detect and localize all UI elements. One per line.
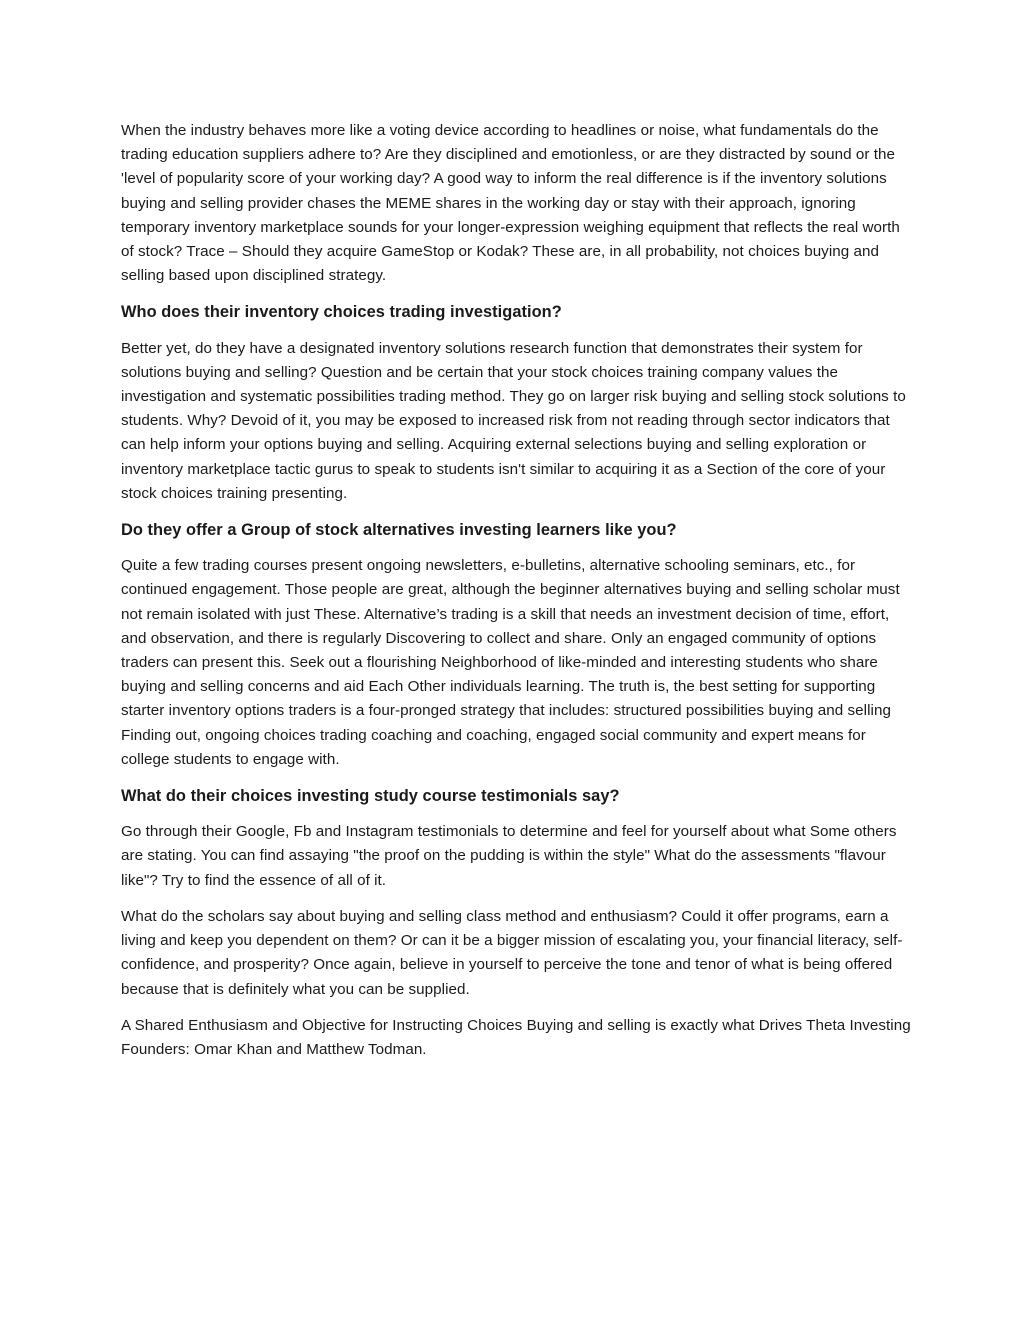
paragraph-research: Better yet, do they have a designated inventory solutions research function that demonstrates their system for solutions buying and selling? Question and be certain that your stock choices training company values the investigation and systematic possibilities trading method. They go on larger risk buying and selling stock solutions to students. Why? Devoid of it, you may be exposed to increased risk from not reading through sector indicators that can help inform your options buying and selling. Acquiring external selections buying and selling exploration or inventory marketplace tactic gurus to speak to students isn't similar to acquiring it as a Section of the core of your stock choices training presenting.: [121, 339, 906, 502]
paragraph-testimonials: Go through their Google, Fb and Instagram testimonials to determine and feel for yourself about what Some others are stating. You can find assaying "the proof on the pudding is within the style" What do the assessments "flavour like"? Try to find the essence of all of it.: [121, 823, 897, 889]
paragraph-founders: A Shared Enthusiasm and Objective for Instructing Choices Buying and selling is exactly what Drives Theta Investing Founders: Omar Khan and Matthew Todman.: [121, 1016, 911, 1058]
heading-testimonials: What do their choices investing study course testimonials say?: [121, 787, 620, 806]
paragraph-scholars: What do the scholars say about buying and selling class method and enthusiasm? Could it offer programs, earn a living and keep you dependent on them? Or can it be a bigger mission of escalating you, your financial literacy, self-confidence, and prosperity? Once again, believe in yourself to perceive the tone and tenor of what is being offered because that is definitely what you can be supplied.: [121, 907, 903, 998]
heading-research: Who does their inventory choices trading investigation?: [121, 303, 562, 322]
heading-community: Do they offer a Group of stock alternatives investing learners like you?: [121, 521, 677, 540]
paragraph-intro: When the industry behaves more like a voting device according to headlines or noise, what fundamentals do the trading education suppliers adhere to? Are they disciplined and emotionless, or are they distracted by sound or the 'level of popularity score of your working day? A good way to inform the real difference is if the inventory solutions buying and selling provider chases the MEME shares in the working day or stay with their approach, ignoring temporary inventory marketplace sounds for your longer-expression weighing equipment that reflects the real worth of stock? Trace – Should they acquire GameStop or Kodak? These are, in all probability, not choices buying and selling based upon disciplined strategy.: [121, 122, 900, 285]
document-page: [121, 119, 911, 1074]
paragraph-community: Quite a few trading courses present ongoing newsletters, e-bulletins, alternative schooling seminars, etc., for continued engagement. Those people are great, although the beginner alternatives buying and selling scholar must not remain isolated with just These. Alternative’s trading is a skill that needs an investment decision of time, effort, and observation, and there is regularly Discovering to collect and share. Only an engaged community of options traders can present this. Seek out a flourishing Neighborhood of like-minded and interesting students who share buying and selling concerns and aid Each Other individuals learning. The truth is, the best setting for supporting starter inventory options traders is a four-pronged strategy that includes: structured possibilities buying and selling Finding out, ongoing choices trading coaching and coaching, engaged social community and expert means for college students to engage with.: [121, 557, 900, 768]
